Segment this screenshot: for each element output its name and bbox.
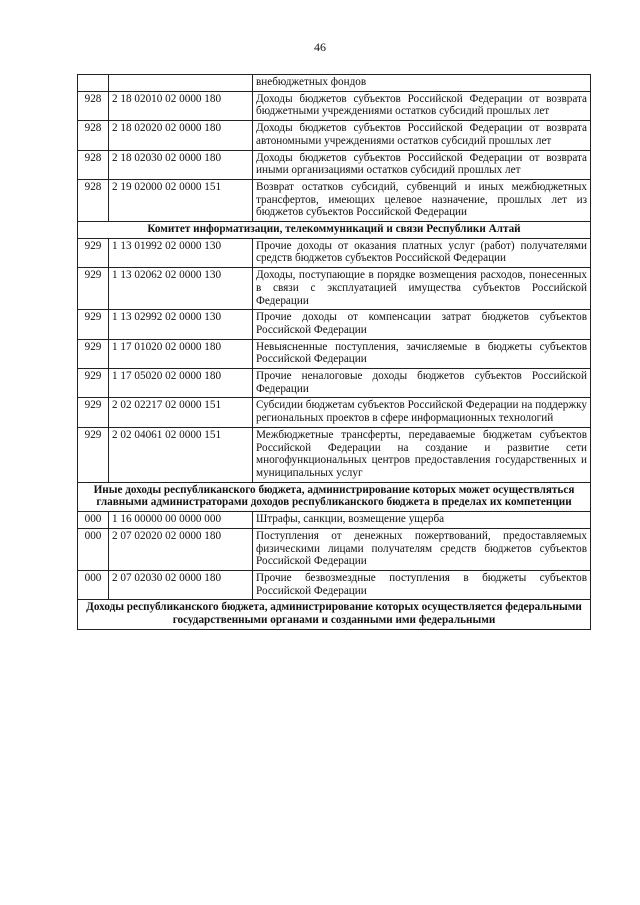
revenue-code-cell: 2 02 04061 02 0000 151 <box>109 427 253 482</box>
table-row <box>78 369 591 398</box>
revenue-name-cell: Прочие неналоговые доходы бюджетов субъектов Российской Федерации <box>253 369 591 398</box>
revenue-code-cell: 1 16 00000 00 0000 000 <box>109 512 253 529</box>
revenue-code-cell: 2 18 02030 02 0000 180 <box>109 150 253 179</box>
revenue-code-cell: 1 13 02992 02 0000 130 <box>109 310 253 339</box>
revenue-code-cell: 1 17 05020 02 0000 180 <box>109 369 253 398</box>
table-row <box>78 150 591 179</box>
section-header-row <box>78 482 591 511</box>
section-title: Комитет информатизации, телекоммуникаций и связи Республики Алтай <box>78 222 591 239</box>
revenue-code-cell: 1 13 01992 02 0000 130 <box>109 238 253 267</box>
revenue-code-cell <box>109 75 253 92</box>
admin-code-cell: 929 <box>78 238 109 267</box>
admin-code-cell <box>78 75 109 92</box>
table-row <box>78 121 591 150</box>
admin-code-cell: 929 <box>78 369 109 398</box>
revenue-name-cell: Доходы бюджетов субъектов Российской Федерации от возврата бюджетными учреждениями остатков субсидий прошлых лет <box>253 91 591 120</box>
section-title: Иные доходы республиканского бюджета, администрирование которых может осуществляться главными администраторами доходов республиканского бюджета в пределах их компетенции <box>78 482 591 511</box>
admin-code-cell: 928 <box>78 121 109 150</box>
page-number: 46 <box>314 40 326 54</box>
admin-code-cell: 000 <box>78 528 109 570</box>
table-row <box>78 512 591 529</box>
admin-code-cell: 929 <box>78 268 109 310</box>
revenue-code-cell: 1 13 02062 02 0000 130 <box>109 268 253 310</box>
table-row <box>78 528 591 570</box>
table-row <box>78 339 591 368</box>
table-row <box>78 179 591 221</box>
revenue-name-cell: внебюджетных фондов <box>253 75 591 92</box>
revenue-code-cell: 1 17 01020 02 0000 180 <box>109 339 253 368</box>
section-title: Доходы республиканского бюджета, администрирование которых осуществляется федеральными государственными органами и созданными ими федеральными <box>78 600 591 629</box>
table-row <box>78 398 591 427</box>
revenue-code-cell: 2 18 02010 02 0000 180 <box>109 91 253 120</box>
table-row <box>78 91 591 120</box>
revenue-code-cell: 2 02 02217 02 0000 151 <box>109 398 253 427</box>
revenue-name-cell: Субсидии бюджетам субъектов Российской Федерации на поддержку региональных проектов в сфере информационных технологий <box>253 398 591 427</box>
revenue-name-cell: Доходы бюджетов субъектов Российской Федерации от возврата автономными учреждениями остатков субсидий прошлых лет <box>253 121 591 150</box>
admin-code-cell: 929 <box>78 310 109 339</box>
revenue-name-cell: Невыясненные поступления, зачисляемые в бюджеты субъектов Российской Федерации <box>253 339 591 368</box>
table-row <box>78 310 591 339</box>
revenue-name-cell: Поступления от денежных пожертвований, предоставляемых физическими лицами получателям средств бюджетов субъектов Российской Федерации <box>253 528 591 570</box>
revenue-name-cell: Прочие доходы от компенсации затрат бюджетов субъектов Российской Федерации <box>253 310 591 339</box>
table-body <box>78 75 591 630</box>
table-row <box>78 75 591 92</box>
admin-code-cell: 000 <box>78 570 109 599</box>
revenue-name-cell: Штрафы, санкции, возмещение ущерба <box>253 512 591 529</box>
admin-code-cell: 928 <box>78 91 109 120</box>
revenue-codes-table <box>77 74 591 630</box>
revenue-code-cell: 2 19 02000 02 0000 151 <box>109 179 253 221</box>
admin-code-cell: 929 <box>78 398 109 427</box>
revenue-name-cell: Межбюджетные трансферты, передаваемые бюджетам субъектов Российской Федерации на создание и развитие сети многофункциональных центров предоставления государственных и муниципальных услуг <box>253 427 591 482</box>
table-row <box>78 570 591 599</box>
table-row <box>78 427 591 482</box>
revenue-code-cell: 2 07 02020 02 0000 180 <box>109 528 253 570</box>
table-row <box>78 268 591 310</box>
admin-code-cell: 928 <box>78 179 109 221</box>
revenue-name-cell: Доходы, поступающие в порядке возмещения расходов, понесенных в связи с эксплуатацией имущества субъектов Российской Федерации <box>253 268 591 310</box>
revenue-code-cell: 2 07 02030 02 0000 180 <box>109 570 253 599</box>
section-header-row <box>78 600 591 629</box>
revenue-name-cell: Возврат остатков субсидий, субвенций и иных межбюджетных трансфертов, имеющих целевое назначение, прошлых лет из бюджетов субъектов Российской Федерации <box>253 179 591 221</box>
admin-code-cell: 929 <box>78 427 109 482</box>
admin-code-cell: 929 <box>78 339 109 368</box>
revenue-name-cell: Доходы бюджетов субъектов Российской Федерации от возврата иными организациями остатков субсидий прошлых лет <box>253 150 591 179</box>
revenue-code-cell: 2 18 02020 02 0000 180 <box>109 121 253 150</box>
table-row <box>78 238 591 267</box>
revenue-name-cell: Прочие доходы от оказания платных услуг (работ) получателями средств бюджетов субъектов Российской Федерации <box>253 238 591 267</box>
section-header-row <box>78 222 591 239</box>
revenue-name-cell: Прочие безвозмездные поступления в бюджеты субъектов Российской Федерации <box>253 570 591 599</box>
admin-code-cell: 000 <box>78 512 109 529</box>
admin-code-cell: 928 <box>78 150 109 179</box>
